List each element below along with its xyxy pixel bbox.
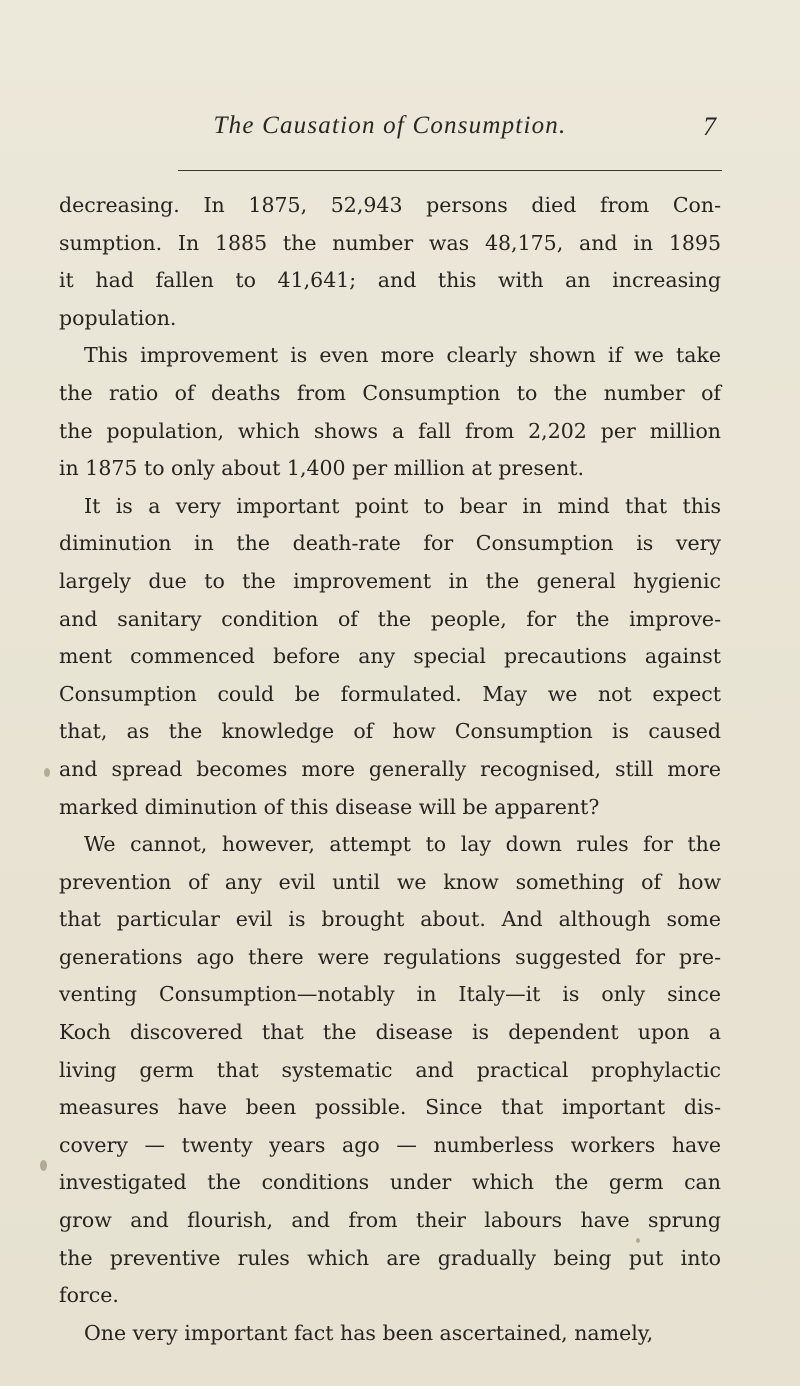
text-line: and spread becomes more generally recognised, still more: [59, 756, 721, 781]
page-header: [60, 112, 720, 152]
text-line: force.: [59, 1283, 119, 1308]
text-line: covery — twenty years ago — numberless workers have: [59, 1132, 721, 1157]
text-line: measures have been possible. Since that important dis-: [59, 1095, 721, 1120]
text-line: population.: [59, 305, 177, 330]
text-line: investigated the conditions under which the germ can: [59, 1170, 721, 1195]
text-line: venting Consumption—notably in Italy—it is only since: [59, 982, 721, 1007]
text-line: One very important fact has been ascertained, namely,: [84, 1320, 654, 1345]
text-line: largely due to the improvement in the general hygienic: [59, 568, 721, 593]
text-line: living germ that systematic and practical prophylactic: [59, 1057, 721, 1082]
text-line: in 1875 to only about 1,400 per million at present.: [59, 456, 585, 481]
header-rule: [178, 170, 722, 171]
body-text: [59, 187, 721, 1352]
paper-speck: [44, 768, 50, 777]
text-line: Consumption could be formulated. May we not expect: [59, 681, 721, 706]
text-line: ment commenced before any special precautions against: [59, 644, 721, 669]
text-line: the population, which shows a fall from 2,202 per million: [59, 418, 721, 443]
text-line: This improvement is even more clearly shown if we take: [84, 343, 721, 368]
running-title: The Causation of Consumption.: [213, 112, 567, 139]
text-line: it had fallen to 41,641; and this with an increasing: [59, 268, 721, 293]
text-line: It is a very important point to bear in mind that this: [84, 493, 721, 518]
text-line: prevention of any evil until we know something of how: [59, 869, 721, 894]
text-line: decreasing. In 1875, 52,943 persons died from Con-: [59, 193, 721, 217]
text-line: that particular evil is brought about. And although some: [59, 907, 721, 932]
paper-speck: [40, 1160, 47, 1171]
text-line: We cannot, however, attempt to lay down rules for the: [84, 832, 721, 857]
text-line: diminution in the death-rate for Consumption is very: [59, 531, 721, 556]
text-line: the ratio of deaths from Consumption to the number of: [59, 380, 721, 405]
text-line: generations ago there were regulations suggested for pre-: [59, 944, 721, 969]
text-line: sumption. In 1885 the number was 48,175, and in 1895: [59, 230, 721, 255]
text-line: the preventive rules which are gradually being put into: [59, 1245, 721, 1270]
text-line: grow and flourish, and from their labours have sprung: [59, 1208, 721, 1233]
text-line: marked diminution of this disease will be apparent?: [59, 794, 600, 819]
page-number: 7: [703, 112, 716, 141]
text-line: that, as the knowledge of how Consumption is caused: [59, 719, 721, 744]
text-line: and sanitary condition of the people, for the improve-: [59, 606, 721, 631]
paper-speck: [636, 1238, 640, 1243]
text-line: Koch discovered that the disease is dependent upon a: [59, 1020, 721, 1045]
